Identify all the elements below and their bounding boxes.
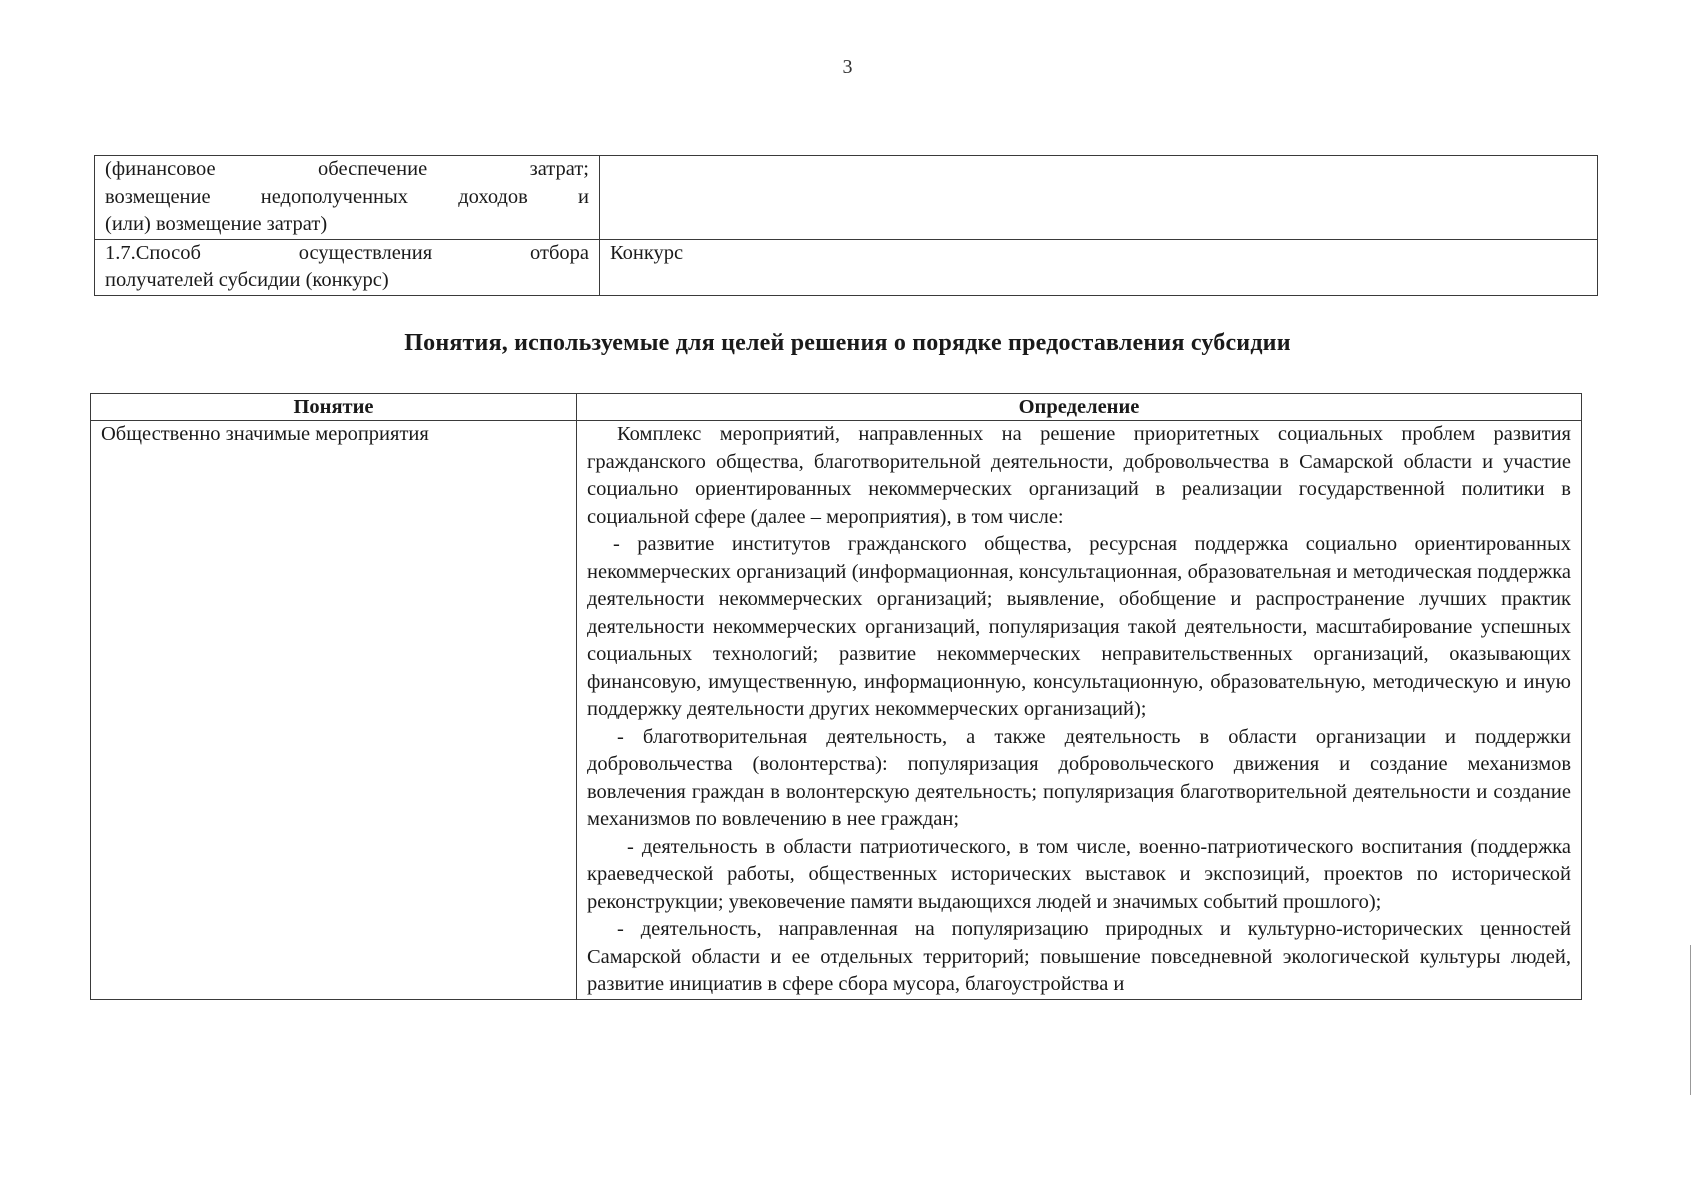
definition-paragraph: - развитие институтов гражданского общества, ресурсная поддержка социально ориентированных некоммерческих организаций (информационная, консультационная, образовательная и методическая поддержка деятельности некоммерческих организаций; выявление, обобщение и распространение лучших практик деятельности некоммерческих организаций, популяризация такой деятельности, масштабирование успешных социальных технологий; развитие некоммерческих неправительственных организаций, оказывающих финансовую, имущественную, информационную, консультационную, образовательную, методическую и иную поддержку деятельности других некоммерческих организаций);	[587, 533, 1571, 720]
table-row	[91, 421, 1582, 1000]
section-title: Понятия, используемые для целей решения о порядке предоставления субсидии	[404, 330, 1291, 356]
header-term: Понятие	[91, 394, 577, 421]
cell-line: 1.7.Способ осуществления отбора	[105, 241, 589, 264]
term-cell: Общественно значимые мероприятия	[91, 421, 577, 1000]
subsidy-parameters-table	[94, 155, 1598, 296]
scan-margin-line	[1690, 945, 1691, 1095]
page-number: 3	[842, 56, 853, 78]
cell-line: возмещение недополученных доходов и	[105, 185, 589, 208]
definition-paragraph: - деятельность в области патриотического, в том числе, военно-патриотического воспитания (поддержка краеведческой работы, общественных исторических выставок и экспозиций, проектов по исторической реконструкции; увековечение памяти выдающихся людей и значимых событий прошлого);	[587, 835, 1571, 913]
definition-paragraph: - благотворительная деятельность, а также деятельность в области организации и поддержки добровольчества (волонтерства): популяризация добровольческого движения и создание механизмов вовлечения граждан в волонтерскую деятельность; популяризация благотворительной деятельности и создание механизмов по вовлечению в нее граждан;	[587, 725, 1571, 830]
table-row	[95, 156, 1598, 240]
cell-line: получателей субсидии (конкурс)	[105, 269, 389, 291]
subsidy-purpose-cell	[95, 156, 600, 240]
definitions-table	[90, 393, 1582, 1000]
definition-cell	[577, 421, 1582, 1000]
header-definition: Определение	[577, 394, 1582, 421]
table-header-row	[91, 394, 1582, 421]
cell-line: (или) возмещение затрат)	[105, 213, 328, 235]
table-row	[95, 239, 1598, 295]
subsidy-purpose-value-cell	[600, 156, 1598, 240]
cell-line: (финансовое обеспечение затрат;	[105, 158, 589, 180]
selection-method-cell	[95, 239, 600, 295]
selection-method-value-cell: Конкурс	[600, 239, 1598, 295]
definition-paragraph: - деятельность, направленная на популяризацию природных и культурно-исторических ценностей Самарской области и ее отдельных территорий; повышение повседневной экологической культуры людей, развитие инициатив в сфере сбора мусора, благоустройства и	[587, 918, 1571, 995]
definition-paragraph: Комплекс мероприятий, направленных на решение приоритетных социальных проблем развития гражданского общества, благотворительной деятельности, добровольчества в Самарской области и участие социально ориентированных некоммерческих организаций в реализации государственной политики в социальной сфере (далее – мероприятия), в том числе:	[587, 423, 1571, 528]
